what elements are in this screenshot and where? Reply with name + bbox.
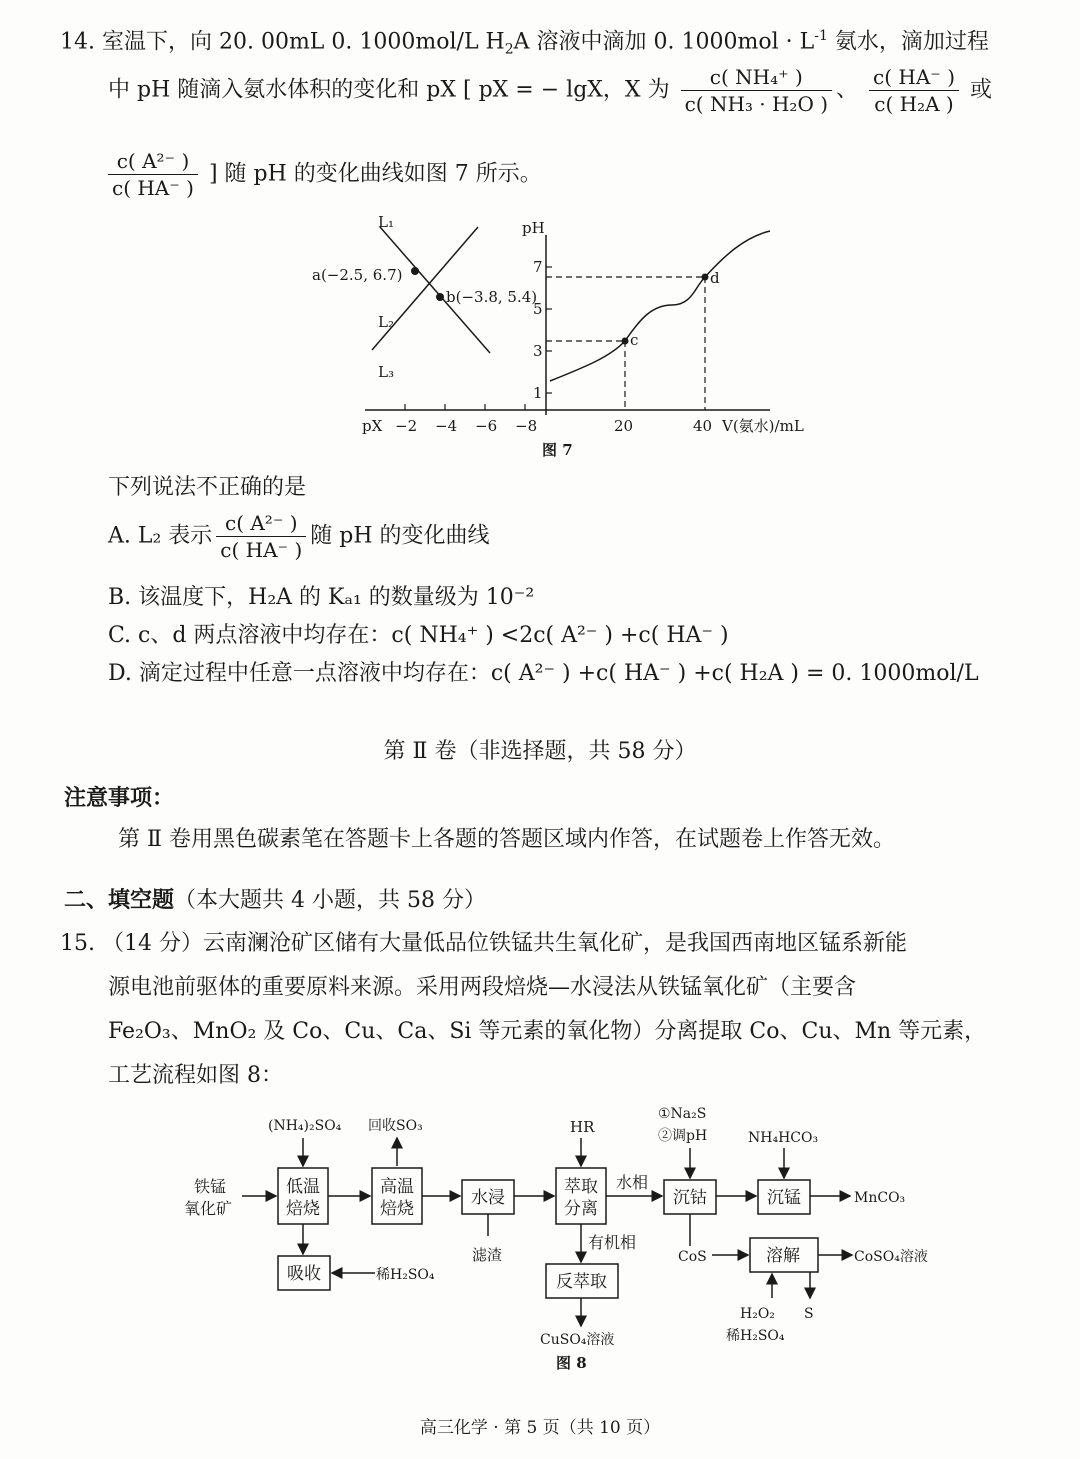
ph-axis-label: pH	[522, 219, 545, 237]
q14-line1	[60, 20, 989, 66]
figure-7	[300, 205, 820, 465]
ph-tick-label-3: 3	[533, 342, 543, 360]
q14-line2	[108, 64, 992, 117]
fraction-ha-den: c( H₂A )	[874, 92, 954, 116]
ph-tick-label-5: 5	[533, 300, 543, 318]
option-c: C. c、d 两点溶液中均存在：c( NH₄⁺ ) <2c( A²⁻ ) +c( HA⁻ )	[108, 623, 729, 648]
fraction-nh4-den: c( NH₃ · H₂O )	[684, 92, 829, 116]
label-low-roast-2: 焙烧	[286, 1199, 320, 1219]
label-precip-co: 沉钴	[673, 1188, 707, 1208]
q14-line1-a: 14. 室温下，向 20. 00mL 0. 1000mol/L H	[60, 29, 505, 55]
label-nh4hco3: NH₄HCO₃	[748, 1130, 819, 1146]
option-d: D. 滴定过程中任意一点溶液中均存在：c( A²⁻ ) +c( HA⁻ ) +c( H₂A ) = 0. 1000mol/L	[108, 661, 979, 686]
fraction-ha-num: c( HA⁻ )	[869, 64, 959, 91]
px-tick-label-2: −2	[395, 417, 418, 435]
label-extract-1: 萃取	[564, 1177, 598, 1197]
point-b	[436, 293, 444, 301]
q14-line1-c: 氨水，滴加过程	[827, 29, 989, 55]
q14-line3-text: ] 随 pH 的变化曲线如图 7 所示。	[208, 161, 542, 187]
q14-question: 下列说法不正确的是	[108, 475, 307, 500]
label-recover-so3: 回收SO₃	[368, 1118, 423, 1134]
q14-line1-b: A 溶液中滴加 0. 1000mol · L	[513, 29, 815, 55]
label-L2: L₂	[378, 313, 394, 331]
q14-line1-sup: -1	[814, 28, 828, 44]
label-adjust-ph: ②调pH	[658, 1128, 708, 1144]
label-feed-2: 氧化矿	[184, 1199, 233, 1218]
label-point-c: c	[630, 331, 639, 349]
section-heading-title: 二、填空题	[64, 887, 175, 913]
label-cos: CoS	[678, 1249, 707, 1265]
ph-tick-label-1: 1	[533, 384, 543, 402]
q14-line1-sub: 2	[504, 41, 514, 58]
point-d	[702, 274, 709, 281]
label-precip-mn: 沉锰	[767, 1188, 801, 1208]
label-aqueous: 水相	[616, 1173, 649, 1192]
figure-8-flowchart	[170, 1098, 970, 1383]
fraction-a2	[108, 148, 198, 201]
fraction-a2-den: c( HA⁻ )	[112, 176, 194, 200]
volume-tick-label-20: 20	[614, 417, 634, 435]
section-heading-note: （本大题共 4 小题，共 58 分）	[174, 888, 486, 913]
q14-sep: 、	[836, 77, 859, 103]
q14-line2-text: 中 pH 随滴入氨水体积的变化和 pX [ pX = − lgX，X 为	[108, 77, 670, 103]
option-a-den: c( HA⁻ )	[220, 538, 303, 562]
notice-body: 第 Ⅱ 卷用黑色碳素笔在答题卡上各题的答题区域内作答，在试题卷上作答无效。	[118, 827, 895, 852]
fraction-nh4	[681, 64, 832, 117]
q15-line4: 工艺流程如图 8：	[108, 1063, 283, 1088]
label-residue: 滤渣	[472, 1246, 503, 1264]
part2-title	[0, 736, 1080, 768]
option-b: B. 该温度下，H₂A 的 Kₐ₁ 的数量级为 10⁻²	[108, 585, 535, 610]
page-footer-text: 高三化学 · 第 5 页（共 10 页）	[419, 1418, 661, 1438]
fraction-nh4-num: c( NH₄⁺ )	[681, 64, 832, 91]
label-absorb: 吸收	[287, 1264, 321, 1284]
label-h2o2: H₂O₂	[740, 1306, 775, 1322]
fraction-a2-num: c( A²⁻ )	[108, 148, 198, 175]
point-c	[622, 338, 629, 345]
px-tick-label-6: −6	[475, 417, 498, 435]
volume-tick-label-40: 40	[693, 417, 713, 435]
label-na2s: ①Na₂S	[658, 1106, 707, 1122]
point-a	[411, 267, 419, 275]
label-sulfur: S	[804, 1306, 814, 1322]
volume-axis-label: V(氨水)/mL	[722, 417, 804, 435]
label-point-d: d	[710, 269, 720, 287]
label-L3: L₃	[378, 363, 394, 381]
label-dilute-acid: 稀H₂SO₄	[376, 1267, 435, 1283]
label-coso4: CoSO₄溶液	[854, 1249, 928, 1265]
q15-line1: 15. （14 分）云南澜沧矿区储有大量低品位铁锰共生氧化矿，是我国西南地区锰系新能	[60, 931, 907, 956]
px-axis-label: pX	[362, 417, 383, 435]
section-heading	[64, 884, 486, 917]
label-water-leach: 水浸	[471, 1188, 505, 1208]
fraction-ha	[869, 64, 959, 117]
page-footer	[0, 1412, 1080, 1444]
part2-title-text: 第 Ⅱ 卷（非选择题，共 58 分）	[383, 739, 697, 764]
label-high-roast-2: 焙烧	[380, 1199, 414, 1219]
label-cuso4: CuSO₄溶液	[540, 1332, 615, 1348]
label-feed-1: 铁锰	[194, 1177, 227, 1196]
label-point-b: b(−3.8, 5.4)	[446, 288, 538, 306]
px-tick-label-4: −4	[435, 417, 458, 435]
label-extract-2: 分离	[564, 1199, 598, 1219]
label-high-roast-1: 高温	[380, 1177, 414, 1197]
option-a	[108, 510, 490, 563]
label-organic: 有机相	[588, 1233, 637, 1252]
label-hr: HR	[570, 1118, 595, 1136]
label-strip: 反萃取	[556, 1272, 607, 1292]
titration-curve	[550, 231, 770, 381]
figure-7-caption: 图 7	[542, 441, 573, 459]
px-tick-label-8: −8	[515, 417, 538, 435]
label-dilute-acid-2: 稀H₂SO₄	[726, 1328, 785, 1344]
label-dissolve: 溶解	[766, 1246, 800, 1266]
label-mnco3: MnCO₃	[854, 1190, 906, 1206]
q15-line3: Fe₂O₃、MnO₂ 及 Co、Cu、Ca、Si 等元素的氧化物）分离提取 Co、Cu、Mn 等元素，	[108, 1019, 987, 1044]
figure-8-caption: 图 8	[556, 1354, 587, 1372]
option-a-text: 随 pH 的变化曲线	[310, 523, 490, 549]
q14-line3	[104, 148, 542, 201]
ph-tick-label-7: 7	[533, 258, 543, 276]
option-a-num: c( A²⁻ )	[216, 510, 306, 537]
label-L1: L₁	[378, 213, 394, 231]
q15-line2: 源电池前驱体的重要原料来源。采用两段焙烧—水浸法从铁锰氧化矿（主要含	[108, 975, 857, 1000]
notice-heading: 注意事项：	[64, 785, 175, 811]
q14-or: 或	[970, 77, 993, 103]
label-point-a: a(−2.5, 6.7)	[312, 266, 403, 284]
label-nh4so4: (NH₄)₂SO₄	[268, 1118, 342, 1134]
option-a-label: A. L₂ 表示	[108, 523, 213, 549]
label-low-roast-1: 低温	[286, 1177, 320, 1197]
option-a-fraction	[216, 510, 306, 563]
